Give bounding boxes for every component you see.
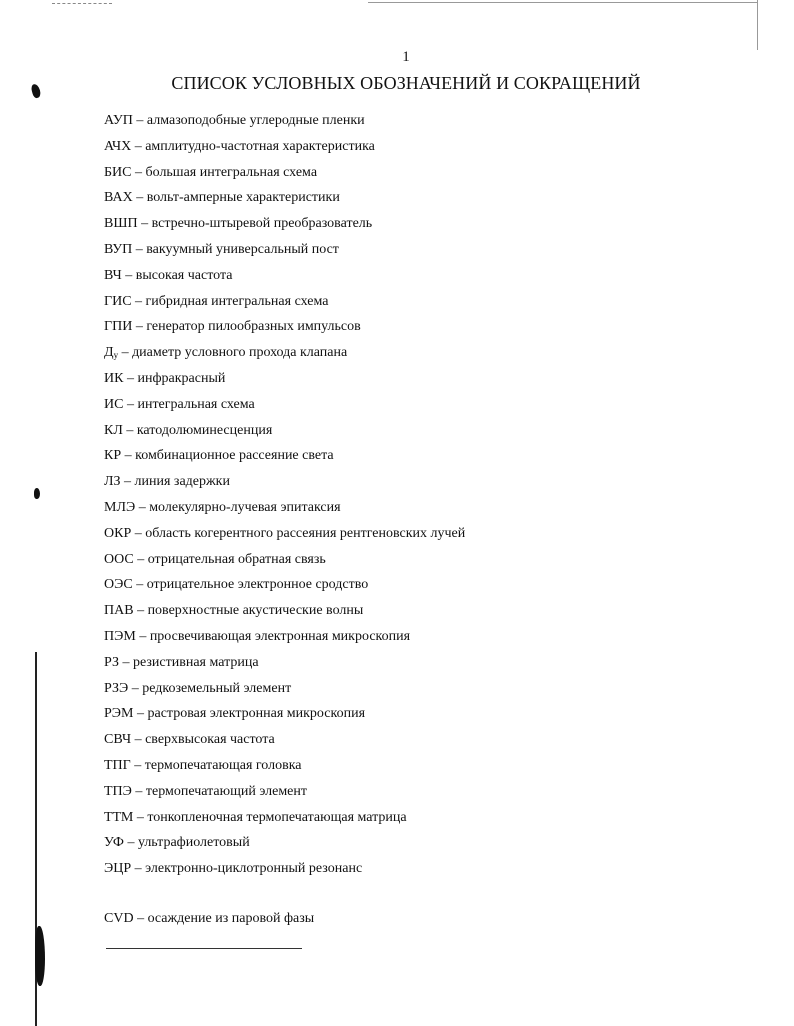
separator-dash: –	[134, 525, 142, 541]
abbreviation-term: ВАХ	[104, 190, 133, 206]
abbreviation-entry	[104, 858, 465, 884]
abbreviation-term: РЗЭ	[104, 680, 129, 696]
abbreviation-definition: отрицательное электронное сродство	[146, 577, 369, 593]
scan-artifact-edge	[757, 0, 758, 50]
abbreviation-definition: линия задержки	[134, 474, 230, 490]
abbreviation-definition: тонкопленочная термопечатающая матрица	[147, 809, 407, 825]
abbreviation-term: АЧХ	[104, 138, 132, 154]
scan-artifact-blot	[35, 926, 45, 986]
abbreviation-definition: катодолюминесценция	[136, 422, 273, 438]
separator-dash: –	[137, 551, 145, 567]
abbreviation-entry	[104, 678, 465, 704]
separator-dash: –	[134, 757, 142, 773]
footnote-rule	[106, 948, 302, 949]
abbreviation-entry	[104, 832, 465, 858]
abbreviation-definition: резистивная матрица	[132, 654, 259, 670]
separator-dash: –	[131, 680, 139, 696]
abbreviation-entry	[104, 781, 465, 807]
abbreviation-definition: инфракрасный	[137, 370, 226, 386]
abbreviation-definition: просвечивающая электронная микроскопия	[149, 628, 411, 644]
separator-dash: –	[135, 293, 143, 309]
separator-dash: –	[135, 164, 142, 180]
abbreviation-term: CVD	[104, 911, 134, 926]
separator-dash: –	[134, 861, 142, 877]
abbreviation-term: ОЭС	[104, 577, 133, 593]
abbreviation-term: ОКР	[104, 525, 132, 541]
abbreviation-term: ИС	[104, 396, 124, 412]
abbreviation-term: ИК	[104, 370, 124, 386]
abbreviation-term: ВШП	[104, 216, 138, 232]
abbreviation-entry	[104, 703, 465, 729]
separator-dash: –	[136, 706, 144, 722]
abbreviation-entry	[104, 213, 465, 239]
abbreviation-entry	[104, 497, 465, 523]
separator-dash: –	[121, 345, 129, 361]
abbreviation-definition: алмазоподобные углеродные пленки	[146, 113, 365, 128]
abbreviation-subscript: у	[113, 350, 119, 361]
abbreviation-entry	[104, 600, 465, 626]
abbreviation-term: УФ	[104, 835, 124, 851]
abbreviation-definition: электронно-циклотронный резонанс	[145, 861, 363, 877]
abbreviation-term: ПАВ	[104, 603, 134, 619]
latin-abbreviation-list	[104, 908, 314, 934]
abbreviation-definition: диаметр условного прохода клапана	[132, 345, 348, 361]
abbreviation-entry	[104, 162, 465, 188]
abbreviation-entry	[104, 136, 465, 162]
abbreviation-definition: термопечатающая головка	[144, 757, 302, 773]
separator-dash: –	[135, 783, 143, 799]
abbreviation-entry	[104, 368, 465, 394]
separator-dash: –	[134, 732, 142, 748]
abbreviation-definition: поверхностные акустические волны	[147, 603, 364, 619]
separator-dash: –	[126, 370, 134, 386]
abbreviation-definition: большая интегральная схема	[145, 164, 318, 180]
separator-dash: –	[141, 216, 149, 232]
abbreviation-definition: гибридная интегральная схема	[145, 293, 329, 309]
abbreviation-definition: генератор пилообразных импульсов	[146, 319, 361, 335]
abbreviation-definition: редкоземельный элемент	[142, 680, 292, 696]
abbreviation-entry	[104, 729, 465, 755]
abbreviation-entry	[104, 908, 314, 934]
abbreviation-entry	[104, 420, 465, 446]
abbreviation-term: МЛЭ	[104, 499, 136, 515]
abbreviation-definition: область когерентного рассеяния рентгеновских лучей	[145, 525, 466, 541]
abbreviation-term: Д	[104, 345, 114, 361]
abbreviation-term: ВУП	[104, 241, 133, 257]
abbreviation-term: ТПГ	[104, 757, 131, 773]
separator-dash: –	[137, 911, 145, 926]
separator-dash: –	[138, 499, 146, 515]
abbreviation-definition: сверхвысокая частота	[145, 732, 275, 748]
scan-artifact-blot	[34, 488, 40, 499]
abbreviation-entry	[104, 110, 465, 136]
abbreviation-definition: вольт-амперные характеристики	[146, 190, 340, 206]
abbreviation-definition: термопечатающий элемент	[145, 783, 308, 799]
separator-dash: –	[126, 396, 134, 412]
abbreviation-entry	[104, 239, 465, 265]
abbreviation-definition: вакуумный универсальный пост	[146, 241, 339, 257]
abbreviation-definition: отрицательная обратная связь	[147, 551, 326, 567]
separator-dash: –	[136, 190, 144, 206]
abbreviation-entry	[104, 291, 465, 317]
abbreviation-term: ГИС	[104, 293, 132, 309]
abbreviation-definition: интегральная схема	[137, 396, 255, 412]
abbreviation-term: АУП	[104, 113, 133, 128]
abbreviation-definition: высокая частота	[135, 267, 233, 283]
separator-dash: –	[124, 474, 132, 490]
abbreviation-term: ООС	[104, 551, 134, 567]
abbreviation-entry	[104, 652, 465, 678]
separator-dash: –	[136, 809, 144, 825]
abbreviation-term: БИС	[104, 164, 132, 180]
separator-dash: –	[135, 319, 143, 335]
abbreviation-term: КЛ	[104, 422, 123, 438]
abbreviation-entry	[104, 471, 465, 497]
abbreviation-definition: ультрафиолетовый	[137, 835, 250, 851]
abbreviation-entry	[104, 807, 465, 833]
abbreviation-term: ЛЗ	[104, 474, 121, 490]
separator-dash: –	[127, 835, 135, 851]
abbreviation-entry	[104, 755, 465, 781]
abbreviation-definition: встречно-штыревой преобразователь	[151, 216, 373, 232]
separator-dash: –	[139, 628, 147, 644]
abbreviation-entry	[104, 342, 465, 368]
abbreviation-definition: осаждение из паровой фазы	[147, 911, 315, 926]
separator-dash: –	[126, 422, 134, 438]
abbreviation-term: ГПИ	[104, 319, 133, 335]
abbreviation-entry	[104, 574, 465, 600]
abbreviation-entry	[104, 626, 465, 652]
abbreviation-term: СВЧ	[104, 732, 132, 748]
separator-dash: –	[125, 267, 133, 283]
abbreviation-definition: растровая электронная микроскопия	[147, 706, 366, 722]
abbreviation-term: ПЭМ	[104, 628, 136, 644]
abbreviation-list	[104, 110, 465, 884]
page-number: 1	[402, 49, 410, 65]
abbreviation-entry	[104, 316, 465, 342]
abbreviation-term: РЗ	[104, 654, 119, 670]
separator-dash: –	[136, 113, 144, 128]
abbreviation-entry	[104, 549, 465, 575]
scan-artifact-line	[368, 2, 758, 3]
abbreviation-entry	[104, 445, 465, 471]
abbreviation-entry	[104, 187, 465, 213]
separator-dash: –	[137, 603, 145, 619]
abbreviation-definition: амплитудно-частотная характеристика	[145, 138, 375, 154]
abbreviation-term: КР	[104, 448, 122, 464]
abbreviation-entry	[104, 394, 465, 420]
abbreviation-entry	[104, 265, 465, 291]
abbreviation-definition: молекулярно-лучевая эпитаксия	[149, 499, 341, 515]
abbreviation-term: ЭЦР	[104, 861, 132, 877]
abbreviation-term: ТПЭ	[104, 783, 132, 799]
abbreviation-term: РЭМ	[104, 706, 134, 722]
separator-dash: –	[124, 448, 132, 464]
separator-dash: –	[122, 654, 130, 670]
abbreviation-entry	[104, 523, 465, 549]
scan-artifact-line	[52, 3, 112, 4]
separator-dash: –	[136, 577, 144, 593]
page-title: СПИСОК УСЛОВНЫХ ОБОЗНАЧЕНИЙ И СОКРАЩЕНИЙ	[171, 73, 641, 93]
separator-dash: –	[135, 241, 143, 257]
abbreviation-term: ТТМ	[104, 809, 134, 825]
separator-dash: –	[134, 138, 142, 154]
abbreviation-definition: комбинационное рассеяние света	[135, 448, 334, 464]
abbreviation-term: ВЧ	[104, 267, 122, 283]
